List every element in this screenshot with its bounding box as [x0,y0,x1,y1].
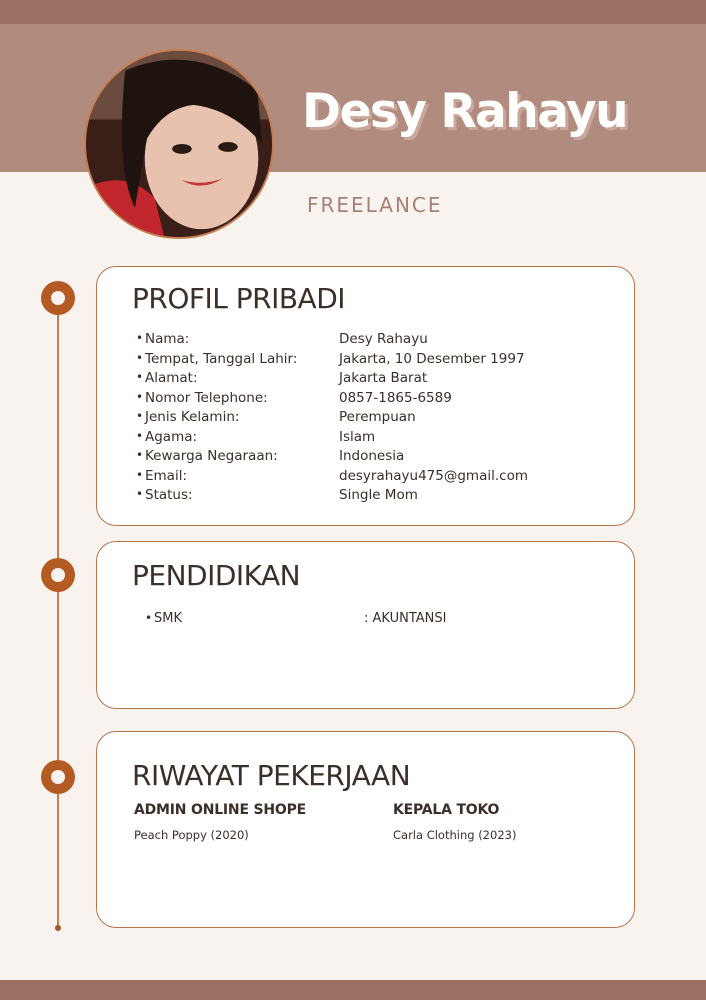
work-card [96,731,635,928]
profile-item-label: Tempat, Tanggal Lahir: [145,350,298,367]
profile-photo-illustration [86,51,272,237]
education-card [96,541,635,709]
profile-item-label: Kewarga Negaraan: [145,448,278,464]
work-title: RIWAYAT PEKERJAAN [132,759,411,792]
profile-item [145,331,528,351]
profile-item-value: Jakarta Barat [339,370,428,386]
job-entry [393,802,516,842]
timeline-dot-work [41,760,75,794]
profile-title: PROFIL PRIBADI [132,282,346,315]
profile-card [96,266,635,526]
profile-item-value: Indonesia [339,448,405,464]
timeline-end-dot [55,925,61,931]
job-place: Carla Clothing (2023) [393,828,517,842]
top-strip [0,0,706,24]
profile-item-value: 0857-1865-6589 [339,389,452,406]
education-item-value: : AKUNTANSI [364,611,447,626]
education-title: PENDIDIKAN [132,559,301,592]
profile-item-value: Single Mom [339,487,418,503]
job-title: KEPALA TOKO [393,802,500,818]
profile-item-value: Perempuan [339,409,416,425]
profile-item [145,351,528,371]
timeline-line [57,298,59,928]
profile-item [145,468,528,488]
timeline-dot-education [41,558,75,592]
profile-item [145,390,528,410]
job-entry [134,802,306,842]
profile-photo [84,49,274,239]
job-place: Peach Poppy (2020) [134,828,249,842]
job-title: ADMIN ONLINE SHOPE [134,802,307,818]
person-role: FREELANCE [307,193,443,217]
education-item [154,611,446,626]
profile-item-value: Jakarta, 10 Desember 1997 [339,350,525,367]
profile-item-label: Status: [145,487,193,503]
profile-list [145,331,528,507]
timeline-dot-profile [41,281,75,315]
profile-item-label: Agama: [145,428,198,445]
profile-item-label: Alamat: [145,370,198,386]
profile-item-label: Jenis Kelamin: [145,409,240,425]
profile-item-label: Nama: [145,331,190,347]
profile-item-label: Nomor Telephone: [145,389,268,406]
profile-item-label: Email: [145,467,188,484]
profile-item [145,487,528,507]
profile-item-value: Desy Rahayu [339,331,428,347]
profile-item [145,429,528,449]
person-name: Desy Rahayu [302,84,628,139]
profile-item-value: Islam [339,428,376,445]
profile-item [145,370,528,390]
profile-item [145,409,528,429]
bottom-strip [0,980,706,1000]
profile-item [145,448,528,468]
profile-item-value: desyrahayu475@gmail.com [339,467,528,484]
education-item-label: SMK [154,611,182,626]
